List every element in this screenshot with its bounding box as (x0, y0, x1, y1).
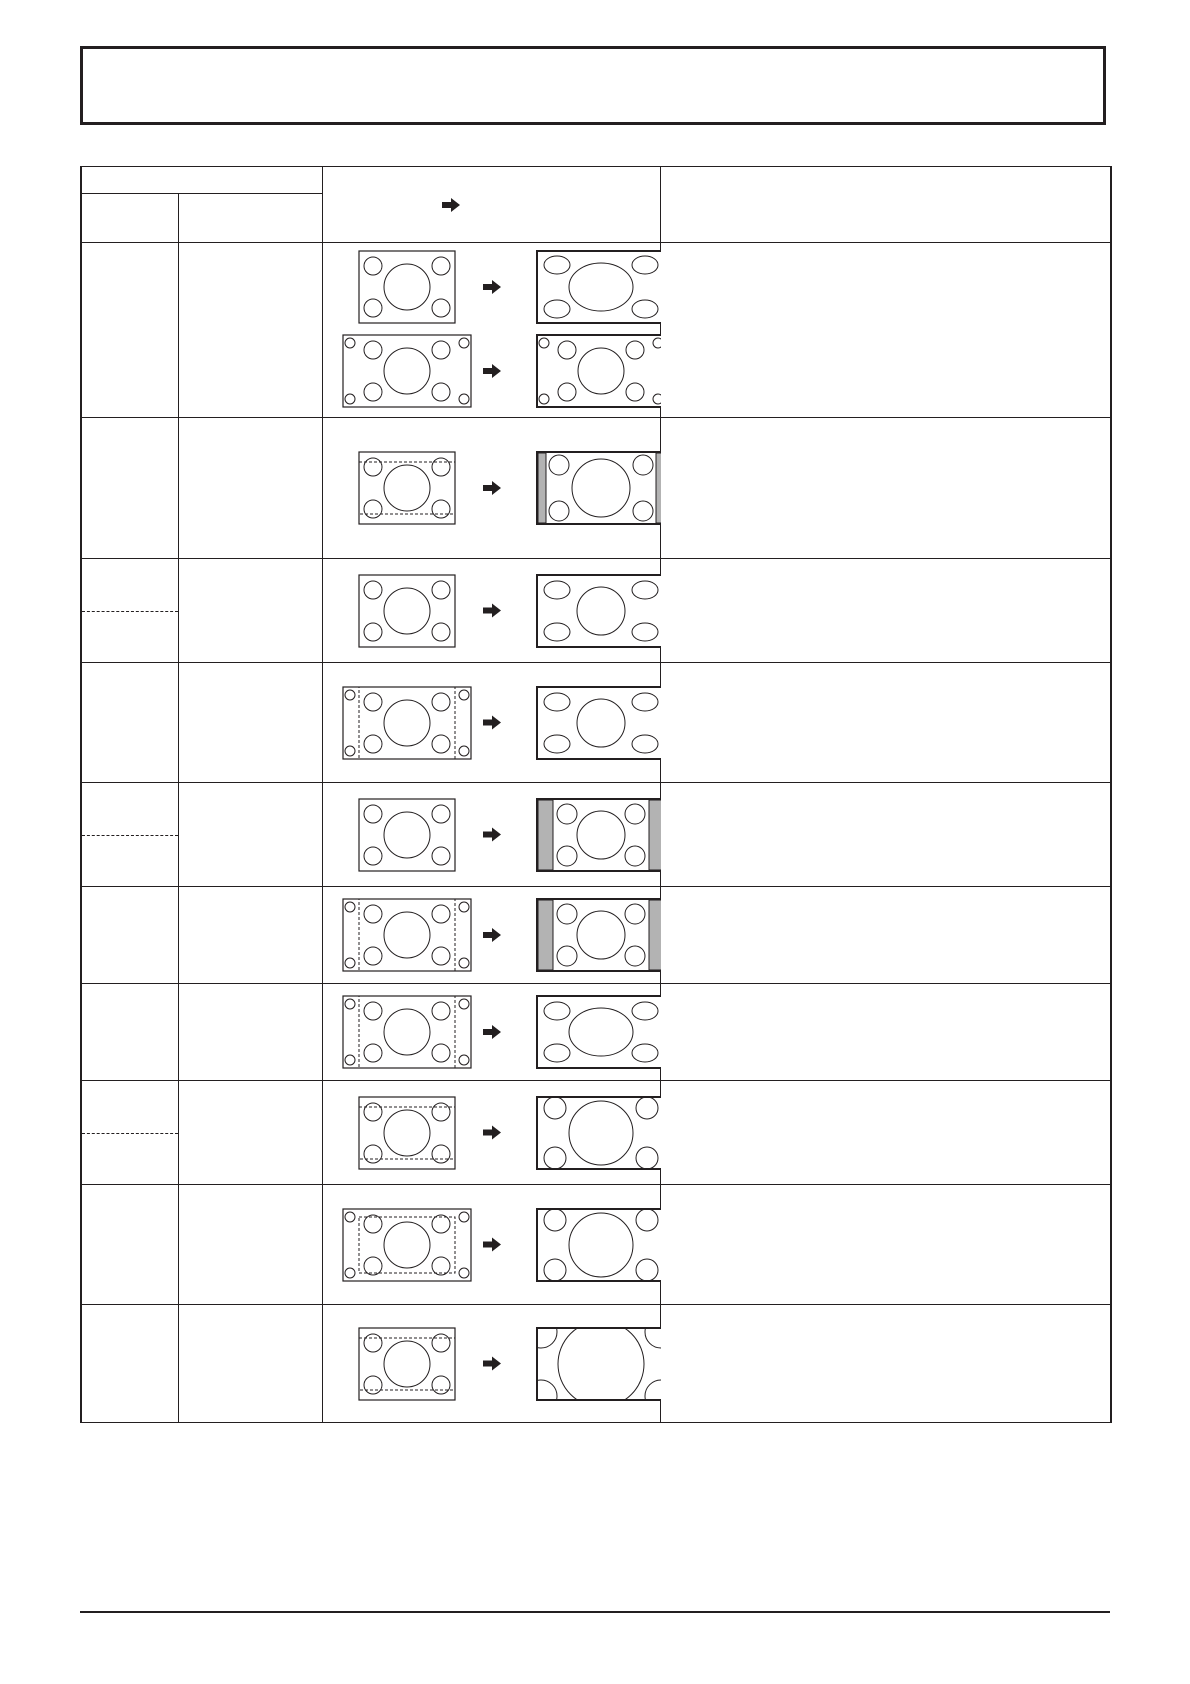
side-bar (538, 800, 553, 870)
header-picture-label (322, 167, 660, 243)
mode-name-cell (81, 559, 178, 663)
right-arrow-icon (483, 1025, 501, 1039)
picture-diagram-cell (322, 1081, 660, 1185)
screen-frame (359, 799, 455, 871)
input-signal-cell (178, 1185, 322, 1305)
screen-frame (359, 452, 455, 524)
aspect-diagram (323, 663, 661, 782)
mode-description (660, 887, 1111, 984)
mode-name-cell (81, 783, 178, 887)
screen-frame (537, 251, 661, 323)
right-arrow-icon (483, 1357, 501, 1371)
right-arrow-icon (483, 716, 501, 730)
mode-name-cell (81, 1185, 178, 1305)
aspect-diagram (323, 783, 661, 886)
right-arrow-icon (483, 481, 501, 495)
screen-frame (343, 899, 471, 971)
input-signal-cell (178, 887, 322, 984)
mode-description (660, 1185, 1111, 1305)
input-signal-cell (178, 1305, 322, 1423)
mode-description (660, 783, 1111, 887)
screen-frame (537, 996, 661, 1068)
input-signal-cell (178, 984, 322, 1081)
screen-frame (343, 687, 471, 759)
header-description-label (660, 167, 1111, 243)
screen-frame (537, 575, 661, 647)
aspect-diagram (323, 418, 661, 558)
mode-name-cell (81, 887, 178, 984)
right-arrow-icon (483, 1126, 501, 1140)
right-arrow-icon (483, 1238, 501, 1252)
mode-name-cell (81, 663, 178, 783)
mode-name-cell (81, 243, 178, 418)
right-arrow-icon (483, 280, 501, 294)
picture-diagram-cell (322, 1305, 660, 1423)
input-signal-cell (178, 418, 322, 559)
right-arrow-icon (483, 364, 501, 378)
mode-row (81, 984, 1111, 1081)
right-arrow-icon (483, 828, 501, 842)
side-bar (649, 800, 661, 870)
split-divider (82, 835, 178, 836)
mode-row (81, 1081, 1111, 1185)
screen-frame (359, 251, 455, 323)
picture-diagram-cell (322, 663, 660, 783)
aspect-diagram (323, 1305, 661, 1422)
aspect-diagram (323, 243, 661, 417)
header-col1-label (81, 194, 178, 243)
mode-description (660, 1305, 1111, 1423)
mode-row (81, 1185, 1111, 1305)
mode-name-cell (81, 418, 178, 559)
screen-frame (537, 452, 661, 524)
input-signal-cell (178, 663, 322, 783)
mode-description (660, 559, 1111, 663)
mode-description (660, 418, 1111, 559)
mode-description (660, 663, 1111, 783)
mode-description (660, 984, 1111, 1081)
screen-frame (537, 1097, 661, 1169)
screen-frame (359, 1328, 455, 1400)
aspect-diagram (323, 984, 661, 1080)
picture-diagram-cell (322, 783, 660, 887)
picture-diagram-cell (322, 1185, 660, 1305)
mode-row (81, 887, 1111, 984)
input-signal-cell (178, 243, 322, 418)
aspect-diagram (323, 887, 661, 983)
mode-row (81, 418, 1111, 559)
picture-diagram-cell (322, 559, 660, 663)
mode-row (81, 243, 1111, 418)
screen-frame (359, 1097, 455, 1169)
aspect-mode-table (80, 166, 1112, 1423)
screen-frame (537, 1209, 661, 1281)
right-arrow-icon (483, 604, 501, 618)
mode-row (81, 663, 1111, 783)
aspect-diagram (323, 1185, 661, 1304)
aspect-diagram (323, 1081, 661, 1184)
right-arrow-icon (483, 928, 501, 942)
picture-diagram-cell (322, 984, 660, 1081)
split-divider (82, 611, 178, 612)
screen-frame (343, 335, 471, 407)
picture-diagram-cell (322, 887, 660, 984)
input-signal-cell (178, 1081, 322, 1185)
mode-row (81, 1305, 1111, 1423)
side-bar (649, 900, 661, 970)
picture-diagram-cell (322, 243, 660, 418)
header-col2-label (178, 194, 322, 243)
input-signal-cell (178, 783, 322, 887)
screen-frame (359, 575, 455, 647)
screen-frame (537, 687, 661, 759)
mode-name-cell (81, 1081, 178, 1185)
side-bar (538, 900, 553, 970)
mode-row (81, 559, 1111, 663)
screen-frame (343, 996, 471, 1068)
right-arrow-icon (441, 197, 461, 213)
mode-row (81, 783, 1111, 887)
footer-rule (80, 1611, 1110, 1613)
mode-name-cell (81, 984, 178, 1081)
split-divider (82, 1133, 178, 1134)
screen-frame (537, 899, 661, 971)
screen-frame (537, 799, 661, 871)
header-group-label (81, 167, 322, 194)
mode-description (660, 1081, 1111, 1185)
side-bar (538, 453, 546, 523)
mode-description (660, 243, 1111, 418)
aspect-diagram (323, 559, 661, 662)
page-title-box (80, 46, 1106, 125)
picture-diagram-cell (322, 418, 660, 559)
input-signal-cell (178, 559, 322, 663)
mode-name-cell (81, 1305, 178, 1423)
screen-frame (343, 1209, 471, 1281)
